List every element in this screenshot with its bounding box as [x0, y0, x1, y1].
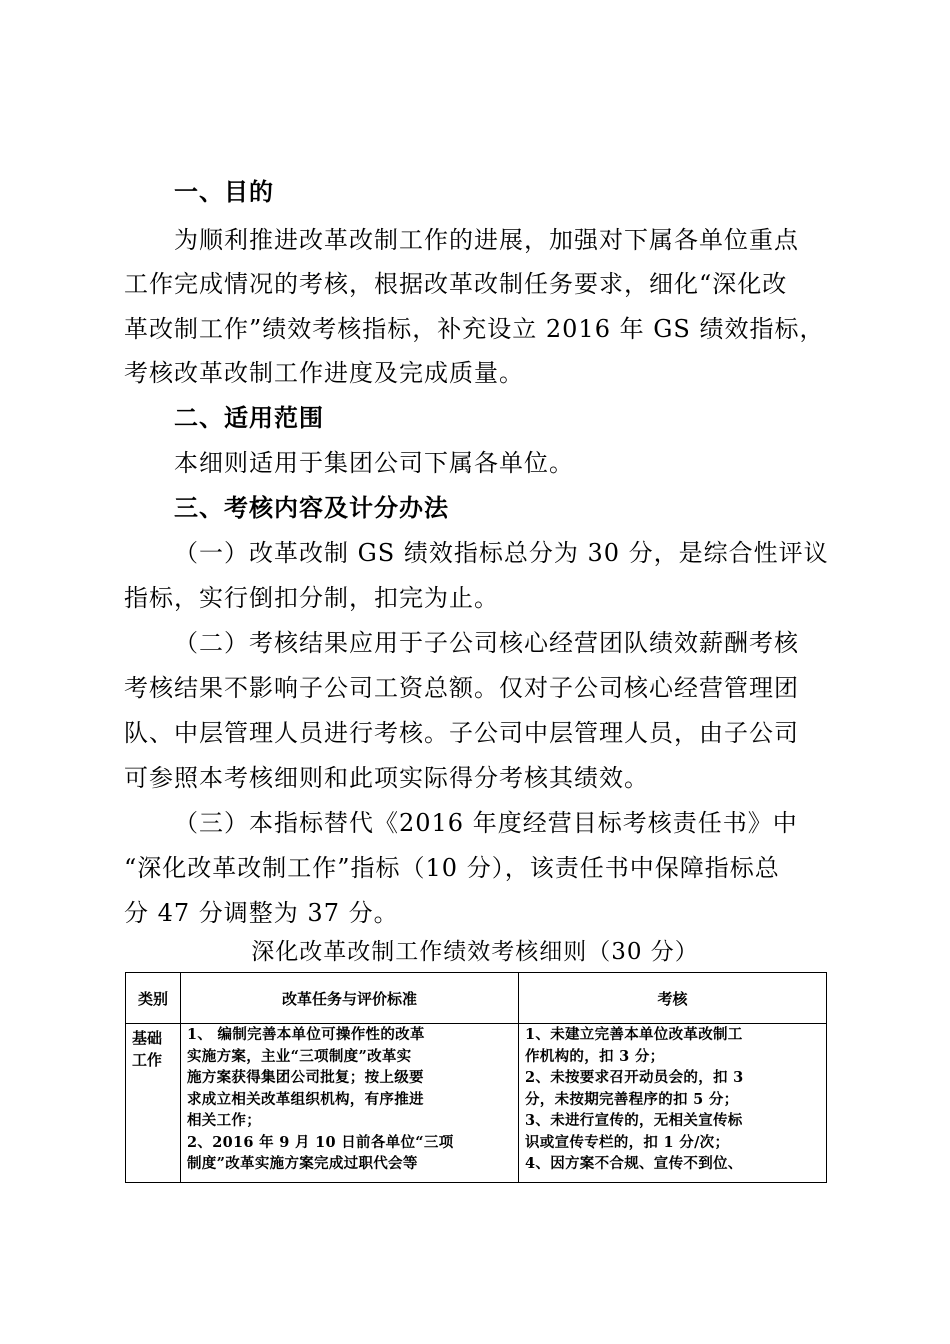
paragraph-line: （二）考核结果应用于子公司核心经营团队绩效薪酬考核 — [174, 629, 799, 657]
assessment-table — [125, 972, 827, 1183]
table-header-row — [126, 973, 827, 1024]
standard-cell — [181, 1024, 519, 1183]
paragraph-line: （三）本指标替代《2016 年度经营目标考核责任书》中 — [174, 809, 798, 837]
paragraph-line: 队、中层管理人员进行考核。子公司中层管理人员，由子公司 — [124, 719, 799, 747]
section-heading-purpose: 一、目的 — [174, 178, 274, 206]
assessment-line: 分，未按期完善程序的扣 5 分； — [525, 1090, 739, 1108]
standard-line: 实施方案，主业“三项制度”改革实 — [187, 1047, 412, 1065]
paragraph-line: 考核结果不影响子公司工资总额。仅对子公司核心经营管理团 — [124, 674, 799, 702]
table-row — [126, 1024, 827, 1183]
paragraph-line: 考核改革改制工作进度及完成质量。 — [124, 359, 524, 387]
paragraph-line: 为顺利推进改革改制工作的进展，加强对下属各单位重点 — [174, 226, 799, 254]
paragraph-line: 革改制工作”绩效考核指标，补充设立 2016 年 GS 绩效指标， — [124, 315, 825, 343]
paragraph-line: 分 47 分调整为 37 分。 — [124, 899, 399, 927]
assessment-line: 作机构的，扣 3 分； — [525, 1047, 665, 1065]
paragraph-line: “深化改革改制工作”指标（10 分），该责任书中保障指标总 — [124, 854, 780, 882]
standard-line: 求成立相关改革组织机构，有序推进 — [187, 1090, 424, 1108]
paragraph-line: 指标，实行倒扣分制，扣完为止。 — [124, 584, 499, 612]
standard-line: 制度”改革实施方案完成过职代会等 — [187, 1155, 418, 1172]
assessment-line: 1、未建立完善本单位改革改制工 — [525, 1026, 743, 1043]
assessment-cell — [519, 1024, 827, 1183]
header-category: 类别 — [126, 973, 181, 1024]
table-caption: 深化改革改制工作绩效考核细则（30 分） — [251, 939, 699, 965]
standard-line: 施方案获得集团公司批复；按上级要 — [187, 1069, 424, 1086]
paragraph-line: 本细则适用于集团公司下属各单位。 — [174, 449, 574, 477]
paragraph-line: 可参照本考核细则和此项实际得分考核其绩效。 — [124, 764, 649, 792]
standard-line: 相关工作； — [187, 1112, 261, 1129]
assessment-line: 识或宣传专栏的，扣 1 分/次； — [525, 1133, 730, 1151]
paragraph-line: 工作完成情况的考核，根据改革改制任务要求，细化“深化改 — [124, 270, 788, 298]
assessment-line: 2、未按要求召开动员会的，扣 3 — [525, 1069, 744, 1086]
header-assessment: 考核 — [519, 973, 827, 1024]
section-heading-scope: 二、适用范围 — [174, 404, 324, 432]
section-heading-content: 三、考核内容及计分办法 — [174, 494, 449, 522]
standard-line: 2、2016 年 9 月 10 日前各单位“三项 — [187, 1133, 454, 1151]
header-standard: 改革任务与评价标准 — [181, 973, 519, 1024]
standard-line: 1、 编制完善本单位可操作性的改革 — [187, 1026, 425, 1043]
category-label: 基础工作 — [132, 1029, 163, 1069]
assessment-line: 3、未进行宣传的，无相关宣传标 — [525, 1112, 743, 1129]
paragraph-line: （一）改革改制 GS 绩效指标总分为 30 分，是综合性评议 — [174, 539, 829, 567]
category-cell — [126, 1024, 181, 1183]
assessment-line: 4、因方案不合规、宣传不到位、 — [525, 1155, 743, 1172]
